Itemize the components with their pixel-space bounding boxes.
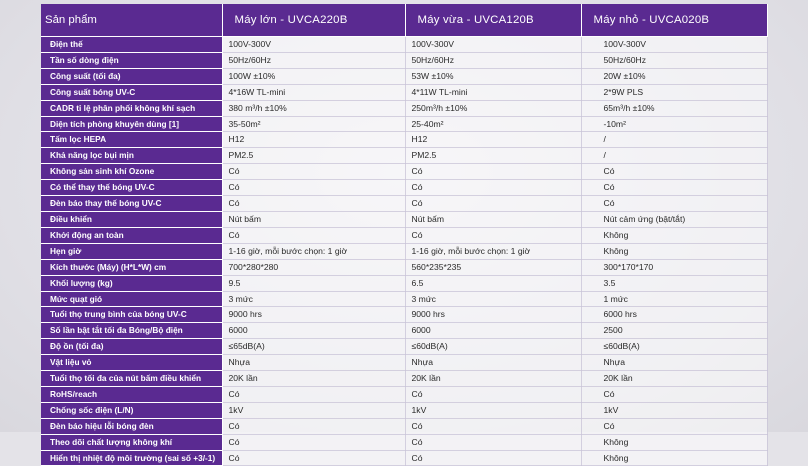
row-label: Công suất bóng UV-C <box>41 84 222 100</box>
table-cell: 20K lần <box>581 371 767 387</box>
table-cell: Có <box>405 164 581 180</box>
table-row <box>41 291 767 307</box>
header-row <box>41 4 767 37</box>
table-cell: ≤65dB(A) <box>222 339 405 355</box>
table-cell: 50Hz/60Hz <box>222 52 405 68</box>
table-cell: 100V-300V <box>222 37 405 53</box>
table-cell: Có <box>222 434 405 450</box>
table-cell: 4*11W TL-mini <box>405 84 581 100</box>
table-cell: ≤60dB(A) <box>581 339 767 355</box>
table-cell: Có <box>405 434 581 450</box>
table-cell: 250m³/h ±10% <box>405 100 581 116</box>
table-row <box>41 84 767 100</box>
table-cell: Có <box>222 196 405 212</box>
table-cell: Không <box>581 434 767 450</box>
table-row <box>41 259 767 275</box>
table-cell: Nút bấm <box>222 211 405 227</box>
table-cell: Nhựa <box>405 355 581 371</box>
table-cell: 300*170*170 <box>581 259 767 275</box>
table-cell: 1-16 giờ, mỗi bước chọn: 1 giờ <box>405 243 581 259</box>
row-label: Khả năng lọc bụi mịn <box>41 148 222 164</box>
table-cell: Không <box>581 450 767 466</box>
row-label: Công suất (tối đa) <box>41 68 222 84</box>
table-cell: / <box>581 132 767 148</box>
table-cell: H12 <box>222 132 405 148</box>
table-cell: 3.5 <box>581 275 767 291</box>
table-row <box>41 275 767 291</box>
row-label: Có thể thay thế bóng UV-C <box>41 180 222 196</box>
table-cell: Có <box>222 386 405 402</box>
table-cell: 20K lần <box>222 371 405 387</box>
table-row <box>41 243 767 259</box>
table-cell: Có <box>581 386 767 402</box>
table-row <box>41 323 767 339</box>
row-label: Tuổi thọ trung bình của bóng UV-C <box>41 307 222 323</box>
table-row <box>41 371 767 387</box>
table-cell: Nút bấm <box>405 211 581 227</box>
table-cell: 3 mức <box>222 291 405 307</box>
table-cell: 9000 hrs <box>222 307 405 323</box>
table-row <box>41 164 767 180</box>
table-cell: 560*235*235 <box>405 259 581 275</box>
table-cell: 65m³/h ±10% <box>581 100 767 116</box>
row-label: Hiển thị nhiệt độ môi trường (sai số +3/-1) <box>41 450 222 466</box>
table-row <box>41 211 767 227</box>
row-label: Đèn báo thay thế bóng UV-C <box>41 196 222 212</box>
row-label: Hẹn giờ <box>41 243 222 259</box>
table-cell: Có <box>222 418 405 434</box>
table-body <box>41 37 767 466</box>
table-cell: H12 <box>405 132 581 148</box>
row-label: Không sản sinh khí Ozone <box>41 164 222 180</box>
table-cell: 2*9W PLS <box>581 84 767 100</box>
row-label: Tần số dòng điện <box>41 52 222 68</box>
table-cell: 53W ±10% <box>405 68 581 84</box>
table-cell: 6000 hrs <box>581 307 767 323</box>
row-label: Tuổi thọ tối đa của nút bấm điều khiển <box>41 371 222 387</box>
table-cell: 20K lần <box>405 371 581 387</box>
table-cell: Có <box>405 386 581 402</box>
row-label: Điện thế <box>41 37 222 53</box>
row-label: Điều khiển <box>41 211 222 227</box>
header-small-model: Máy nhỏ - UVCA020B <box>581 4 767 37</box>
table-cell: 50Hz/60Hz <box>581 52 767 68</box>
table-cell: Nhựa <box>581 355 767 371</box>
table-cell: Có <box>222 180 405 196</box>
table-cell: PM2.5 <box>222 148 405 164</box>
row-label: Theo dõi chất lượng không khí <box>41 434 222 450</box>
table-cell: PM2.5 <box>405 148 581 164</box>
row-label: Diện tích phòng khuyên dùng [1] <box>41 116 222 132</box>
table-row <box>41 355 767 371</box>
table-row <box>41 434 767 450</box>
table-cell: 6000 <box>222 323 405 339</box>
row-label: Độ ồn (tối đa) <box>41 339 222 355</box>
table-cell: Có <box>222 227 405 243</box>
table-cell: Nhựa <box>222 355 405 371</box>
row-label: Số lần bật tắt tối đa Bóng/Bộ điện <box>41 323 222 339</box>
table-cell: Có <box>581 418 767 434</box>
row-label: Chống sốc điện (L/N) <box>41 402 222 418</box>
table-cell: 6.5 <box>405 275 581 291</box>
table-cell: Có <box>405 418 581 434</box>
table-row <box>41 227 767 243</box>
table-row <box>41 116 767 132</box>
table-row <box>41 339 767 355</box>
table-cell: Nút cảm ứng (bật/tắt) <box>581 211 767 227</box>
table-cell: 4*16W TL-mini <box>222 84 405 100</box>
table-row <box>41 386 767 402</box>
header-large-model: Máy lớn - UVCA220B <box>222 4 405 37</box>
table-cell: 2500 <box>581 323 767 339</box>
table-row <box>41 307 767 323</box>
table-cell: 1kV <box>581 402 767 418</box>
table-row <box>41 418 767 434</box>
row-label: Khối lượng (kg) <box>41 275 222 291</box>
table-cell: Có <box>405 196 581 212</box>
table-cell: 35-50m² <box>222 116 405 132</box>
row-label: Mức quạt gió <box>41 291 222 307</box>
spec-comparison-table <box>41 4 768 466</box>
row-label: Kích thước (Máy) (H*L*W) cm <box>41 259 222 275</box>
row-label: CADR tỉ lệ phân phối không khí sạch <box>41 100 222 116</box>
table-row <box>41 402 767 418</box>
table-cell: 25-40m² <box>405 116 581 132</box>
table-cell: Có <box>222 164 405 180</box>
table-row <box>41 148 767 164</box>
table-cell: 1kV <box>222 402 405 418</box>
header-medium-model: Máy vừa - UVCA120B <box>405 4 581 37</box>
row-label: RoHS/reach <box>41 386 222 402</box>
table-cell: 9.5 <box>222 275 405 291</box>
table-cell: 100W ±10% <box>222 68 405 84</box>
table-row <box>41 450 767 466</box>
table-row <box>41 37 767 53</box>
table-cell: Có <box>405 227 581 243</box>
table-cell: 380 m³/h ±10% <box>222 100 405 116</box>
row-label: Vật liệu vỏ <box>41 355 222 371</box>
header-product: Sản phẩm <box>41 4 222 37</box>
table-cell: Có <box>405 450 581 466</box>
table-row <box>41 180 767 196</box>
table-cell: Không <box>581 243 767 259</box>
table-cell: 50Hz/60Hz <box>405 52 581 68</box>
table-cell: 6000 <box>405 323 581 339</box>
table-cell: 20W ±10% <box>581 68 767 84</box>
table-cell: 700*280*280 <box>222 259 405 275</box>
table-cell: 3 mức <box>405 291 581 307</box>
table-row <box>41 132 767 148</box>
table-cell: 100V-300V <box>581 37 767 53</box>
table-cell: Có <box>405 180 581 196</box>
table-cell: -10m² <box>581 116 767 132</box>
table-cell: Có <box>581 196 767 212</box>
table-row <box>41 100 767 116</box>
row-label: Đèn báo hiệu lỗi bóng đèn <box>41 418 222 434</box>
table-row <box>41 52 767 68</box>
table-cell: / <box>581 148 767 164</box>
table-row <box>41 196 767 212</box>
row-label: Tấm lọc HEPA <box>41 132 222 148</box>
table-header <box>41 4 767 37</box>
table-cell: 9000 hrs <box>405 307 581 323</box>
table-cell: Có <box>581 180 767 196</box>
table-cell: 1kV <box>405 402 581 418</box>
table-row <box>41 68 767 84</box>
row-label: Khởi động an toàn <box>41 227 222 243</box>
table-cell: ≤60dB(A) <box>405 339 581 355</box>
table-cell: Có <box>222 450 405 466</box>
table-cell: 100V-300V <box>405 37 581 53</box>
table-cell: 1 mức <box>581 291 767 307</box>
table-cell: Có <box>581 164 767 180</box>
table-cell: Không <box>581 227 767 243</box>
table-cell: 1-16 giờ, mỗi bước chọn: 1 giờ <box>222 243 405 259</box>
